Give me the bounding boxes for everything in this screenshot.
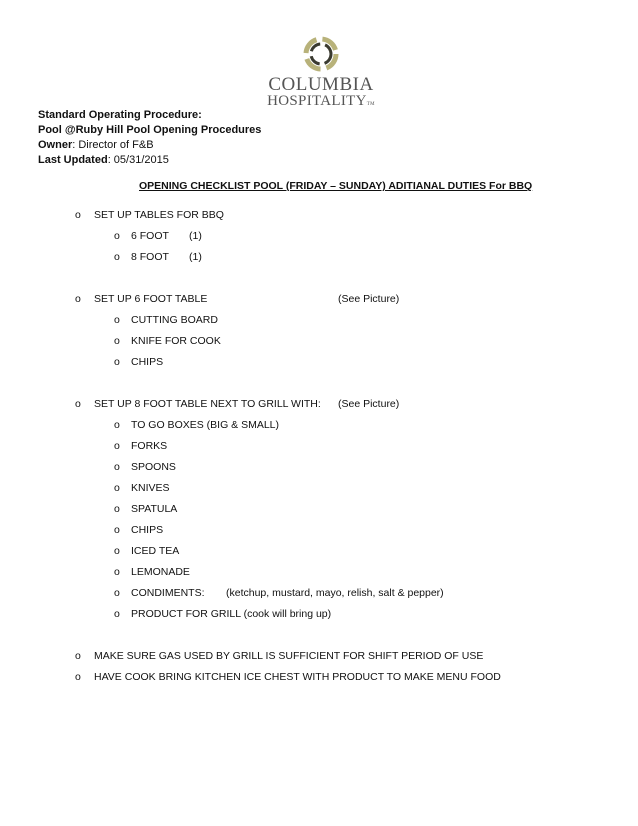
item-text: 8 FOOT bbox=[131, 251, 169, 263]
item-text: PRODUCT FOR GRILL (cook will bring up) bbox=[131, 608, 332, 620]
item-text: CHIPS bbox=[131, 356, 164, 368]
item-text: SPATULA bbox=[131, 503, 178, 515]
bullet-icon: o bbox=[114, 335, 120, 347]
bullet-icon: o bbox=[114, 482, 120, 494]
bullet-icon: o bbox=[114, 251, 120, 263]
checklist-item bbox=[0, 207, 638, 228]
checklist-item bbox=[0, 291, 638, 312]
bullet-icon: o bbox=[114, 608, 120, 620]
checklist-subitem bbox=[0, 249, 638, 270]
item-text: SET UP 6 FOOT TABLE bbox=[94, 293, 208, 305]
checklist-subitem bbox=[0, 459, 638, 480]
owner-value: : Director of F&B bbox=[72, 139, 154, 151]
checklist-subitem bbox=[0, 438, 638, 459]
spacer bbox=[0, 627, 638, 648]
checklist-subitem bbox=[0, 480, 638, 501]
swirl-logo-icon bbox=[301, 34, 341, 74]
bullet-icon: o bbox=[114, 461, 120, 473]
bullet-icon: o bbox=[114, 524, 120, 536]
checklist-subitem bbox=[0, 354, 638, 375]
checklist-subitem bbox=[0, 564, 638, 585]
checklist-subitem bbox=[0, 606, 638, 627]
item-text: HAVE COOK BRING KITCHEN ICE CHEST WITH PRODUCT TO MAKE MENU FOOD bbox=[94, 671, 501, 683]
document-header bbox=[38, 108, 261, 168]
item-text: FORKS bbox=[131, 440, 168, 452]
owner-label: Owner bbox=[38, 139, 73, 151]
bullet-icon: o bbox=[114, 419, 120, 431]
logo-line2: HOSPITALITYTM bbox=[267, 93, 375, 109]
item-note: (ketchup, mustard, mayo, relish, salt & pepper) bbox=[226, 587, 444, 599]
checklist-subitem bbox=[0, 501, 638, 522]
updated-value: : 05/31/2015 bbox=[107, 154, 169, 166]
checklist bbox=[0, 207, 638, 690]
item-text: MAKE SURE GAS USED BY GRILL IS SUFFICIENT FOR SHIFT PERIOD OF USE bbox=[94, 650, 484, 662]
bullet-icon: o bbox=[114, 230, 120, 242]
bullet-icon: o bbox=[114, 587, 120, 599]
item-note: (1) bbox=[189, 230, 202, 242]
checklist-subitem bbox=[0, 417, 638, 438]
checklist-subitem bbox=[0, 312, 638, 333]
bullet-icon: o bbox=[75, 650, 81, 662]
bullet-icon: o bbox=[114, 314, 120, 326]
item-text: CONDIMENTS: bbox=[131, 587, 205, 599]
checklist-item bbox=[0, 396, 638, 417]
checklist-subitem bbox=[0, 522, 638, 543]
checklist-subitem bbox=[0, 228, 638, 249]
item-note: (1) bbox=[189, 251, 202, 263]
bullet-icon: o bbox=[75, 293, 81, 305]
item-text: LEMONADE bbox=[131, 566, 190, 578]
item-text: SET UP TABLES FOR BBQ bbox=[94, 209, 224, 221]
item-note: (See Picture) bbox=[338, 398, 400, 410]
procedure-title: Pool @Ruby Hill Pool Opening Procedures bbox=[38, 124, 262, 136]
item-text: KNIFE FOR COOK bbox=[131, 335, 221, 347]
bullet-icon: o bbox=[114, 566, 120, 578]
checklist-subitem bbox=[0, 585, 638, 606]
bullet-icon: o bbox=[114, 356, 120, 368]
bullet-icon: o bbox=[114, 440, 120, 452]
item-note: (See Picture) bbox=[338, 293, 400, 305]
checklist-title: OPENING CHECKLIST POOL (FRIDAY – SUNDAY) ADITIANAL DUTIES For BBQ bbox=[139, 180, 533, 192]
bullet-icon: o bbox=[114, 545, 120, 557]
bullet-icon: o bbox=[75, 398, 81, 410]
item-text: SET UP 8 FOOT TABLE NEXT TO GRILL WITH: bbox=[94, 398, 321, 410]
item-text: SPOONS bbox=[131, 461, 176, 473]
spacer bbox=[0, 270, 638, 291]
logo-line1: COLUMBIA bbox=[268, 74, 374, 95]
checklist-subitem bbox=[0, 333, 638, 354]
item-text: CUTTING BOARD bbox=[131, 314, 218, 326]
item-text: KNIVES bbox=[131, 482, 170, 494]
columbia-hospitality-logo bbox=[266, 34, 376, 112]
bullet-icon: o bbox=[75, 671, 81, 683]
sop-label: Standard Operating Procedure: bbox=[38, 109, 202, 121]
item-text: 6 FOOT bbox=[131, 230, 169, 242]
spacer bbox=[0, 375, 638, 396]
checklist-item bbox=[0, 669, 638, 690]
checklist-item bbox=[0, 648, 638, 669]
item-text: TO GO BOXES (BIG & SMALL) bbox=[131, 419, 280, 431]
item-text: CHIPS bbox=[131, 524, 164, 536]
checklist-subitem bbox=[0, 543, 638, 564]
item-text: ICED TEA bbox=[131, 545, 180, 557]
bullet-icon: o bbox=[114, 503, 120, 515]
updated-label: Last Updated bbox=[38, 154, 108, 166]
bullet-icon: o bbox=[75, 209, 81, 221]
